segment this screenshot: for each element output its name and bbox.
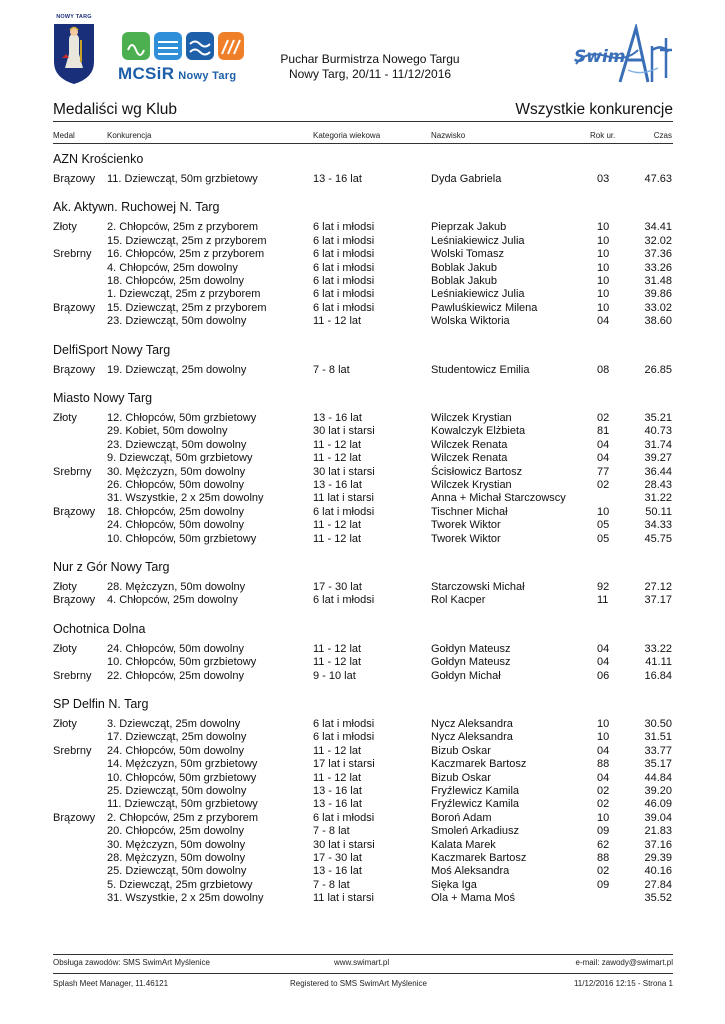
row-event: 23. Dziewcząt, 50m dowolny <box>107 438 247 451</box>
row-age: 6 lat i młodsi <box>313 731 375 744</box>
row-event: 15. Dziewcząt, 25m z przyborem <box>107 301 267 314</box>
row-time: 33.02 <box>644 301 672 314</box>
row-time: 33.22 <box>644 642 672 655</box>
row-time: 27.84 <box>644 878 672 891</box>
row-name: Wilczek Krystian <box>431 412 512 424</box>
row-age: 11 - 12 lat <box>313 519 362 532</box>
row-time: 30.50 <box>644 718 672 730</box>
club-heading: Ochotnica Dolna <box>53 621 146 636</box>
row-time: 39.20 <box>644 785 672 797</box>
row-year: 06 <box>597 669 610 682</box>
footer-divider-bottom <box>53 973 673 974</box>
row-name: Nycz Aleksandra <box>431 718 513 730</box>
row-name: Wilczek Krystian <box>431 479 512 491</box>
row-medal: Brązowy <box>53 173 96 185</box>
row-age: 6 lat i młodsi <box>313 594 375 607</box>
row-event: 28. Mężczyzn, 50m dowolny <box>107 581 246 593</box>
row-name: Sięka Iga <box>431 878 477 891</box>
row-year: 04 <box>597 744 610 757</box>
row-year: 88 <box>597 852 610 864</box>
row-year: 04 <box>597 642 610 655</box>
row-age: 9 - 10 lat <box>313 669 356 682</box>
row-event: 4. Chłopców, 25m dowolny <box>107 594 238 607</box>
col-header-medal: Medal <box>53 131 75 140</box>
row-age: 11 lat i starsi <box>313 892 374 905</box>
row-name: Nycz Aleksandra <box>431 731 513 744</box>
row-year: 10 <box>597 234 610 247</box>
footer-registered: Registered to SMS SwimArt Myślenice <box>290 979 427 988</box>
row-age: 11 - 12 lat <box>313 532 362 545</box>
row-age: 11 - 12 lat <box>313 452 362 465</box>
title-divider <box>53 121 673 122</box>
row-age: 7 - 8 lat <box>313 363 350 376</box>
row-medal: Srebrny <box>53 744 92 757</box>
row-year: 03 <box>597 173 610 185</box>
row-event: 30. Mężczyzn, 50m dowolny <box>107 465 246 478</box>
row-name: Leśniakiewicz Julia <box>431 234 525 247</box>
row-time: 27.12 <box>644 581 672 593</box>
row-year: 10 <box>597 811 610 824</box>
row-medal: Brązowy <box>53 505 96 518</box>
footer-website[interactable]: www.swimart.pl <box>334 958 390 967</box>
row-event: 5. Dziewcząt, 25m grzbietowy <box>107 878 253 891</box>
row-event: 14. Mężczyzn, 50m grzbietowy <box>107 758 258 771</box>
row-event: 26. Chłopców, 50m dowolny <box>107 479 244 491</box>
row-time: 50.11 <box>645 505 672 518</box>
row-time: 39.04 <box>644 811 672 824</box>
col-header-event: Konkurencja <box>107 131 152 140</box>
row-age: 13 - 16 lat <box>313 173 362 185</box>
row-event: 19. Dziewcząt, 25m dowolny <box>107 363 247 376</box>
row-year: 81 <box>597 425 610 438</box>
row-event: 18. Chłopców, 25m dowolny <box>107 505 244 518</box>
row-year: 10 <box>597 261 610 274</box>
row-event: 24. Chłopców, 50m dowolny <box>107 744 244 757</box>
row-medal: Srebrny <box>53 669 92 682</box>
row-name: Bizub Oskar <box>431 771 491 784</box>
row-year: 02 <box>597 412 610 424</box>
row-year: 10 <box>597 288 610 301</box>
row-age: 6 lat i młodsi <box>313 261 375 274</box>
row-name: Pawluśkiewicz Milena <box>431 301 538 314</box>
row-year: 10 <box>597 301 610 314</box>
row-name: Bizub Oskar <box>431 744 491 757</box>
row-time: 28.43 <box>644 479 672 491</box>
row-event: 15. Dziewcząt, 25m z przyborem <box>107 234 267 247</box>
club-heading: DelfiSport Nowy Targ <box>53 342 171 357</box>
row-age: 11 - 12 lat <box>313 642 362 655</box>
row-age: 30 lat i starsi <box>313 838 375 851</box>
row-time: 31.22 <box>644 492 672 505</box>
row-event: 12. Chłopców, 50m grzbietowy <box>107 412 257 424</box>
row-medal: Brązowy <box>53 363 96 376</box>
row-name: Kowalczyk Elżbieta <box>431 425 526 438</box>
row-name: Ola + Mama Moś <box>431 892 516 905</box>
row-event: 10. Chłopców, 50m grzbietowy <box>107 771 257 784</box>
row-time: 40.16 <box>644 865 672 878</box>
row-age: 11 - 12 lat <box>313 656 362 669</box>
row-name: Boroń Adam <box>431 811 492 824</box>
row-year: 02 <box>597 865 610 878</box>
footer-service: Obsługa zawodów: SMS SwimArt Myślenice <box>53 958 210 967</box>
row-name: Wilczek Renata <box>431 452 508 465</box>
row-time: 26.85 <box>644 363 672 376</box>
row-time: 45.75 <box>644 532 672 545</box>
row-name: Ścisłowicz Bartosz <box>431 465 523 478</box>
row-event: 17. Dziewcząt, 25m dowolny <box>107 731 247 744</box>
row-age: 6 lat i młodsi <box>313 505 375 518</box>
row-event: 25. Dziewcząt, 50m dowolny <box>107 865 247 878</box>
row-event: 2. Chłopców, 25m z przyborem <box>107 221 259 234</box>
row-year: 05 <box>597 532 610 545</box>
row-year: 08 <box>597 363 610 376</box>
row-time: 33.77 <box>644 744 672 757</box>
row-year: 04 <box>597 438 610 451</box>
row-age: 13 - 16 lat <box>313 479 362 491</box>
row-year: 10 <box>597 731 610 744</box>
row-event: 23. Dziewcząt, 50m dowolny <box>107 315 247 328</box>
row-name: Gołdyn Mateusz <box>431 642 511 655</box>
row-age: 11 - 12 lat <box>313 744 362 757</box>
row-year: 04 <box>597 771 610 784</box>
row-medal: Srebrny <box>53 465 92 478</box>
row-age: 7 - 8 lat <box>313 825 350 838</box>
row-event: 16. Chłopców, 25m z przyborem <box>107 248 265 261</box>
row-time: 34.33 <box>644 519 672 532</box>
row-name: Rol Kacper <box>431 594 486 607</box>
row-time: 21.83 <box>644 825 672 838</box>
row-event: 18. Chłopców, 25m dowolny <box>107 275 244 287</box>
row-name: Wilczek Renata <box>431 438 508 451</box>
row-age: 17 lat i starsi <box>313 758 375 771</box>
row-time: 39.86 <box>644 288 672 301</box>
club-heading: Miasto Nowy Targ <box>53 391 153 405</box>
row-event: 22. Chłopców, 25m dowolny <box>107 669 244 682</box>
header-divider <box>53 143 673 144</box>
row-age: 17 - 30 lat <box>313 581 362 593</box>
row-year: 04 <box>597 452 610 465</box>
row-name: Gołdyn Mateusz <box>431 656 511 669</box>
club-heading: Nur z Gór Nowy Targ <box>53 560 170 574</box>
row-name: Boblak Jakub <box>431 261 498 274</box>
row-age: 13 - 16 lat <box>313 798 362 811</box>
row-name: Leśniakiewicz Julia <box>431 288 525 301</box>
row-medal: Złoty <box>53 718 77 730</box>
row-time: 35.52 <box>644 892 672 905</box>
row-age: 11 - 12 lat <box>313 315 362 328</box>
club-heading: SP Delfin N. Targ <box>53 697 149 711</box>
row-time: 38.60 <box>644 315 672 328</box>
row-name: Boblak Jakub <box>431 275 498 287</box>
row-age: 6 lat i młodsi <box>313 275 375 287</box>
row-event: 31. Wszystkie, 2 x 25m dowolny <box>107 892 264 905</box>
row-time: 37.36 <box>644 248 672 261</box>
row-age: 6 lat i młodsi <box>313 234 375 247</box>
row-year: 04 <box>597 315 610 328</box>
meet-place-dates: Nowy Targ, 20/11 - 11/12/2016 <box>288 67 452 81</box>
row-event: 29. Kobiet, 50m dowolny <box>107 425 228 438</box>
row-event: 28. Mężczyzn, 50m dowolny <box>107 852 246 864</box>
col-header-time: Czas <box>653 131 672 140</box>
row-time: 41.11 <box>645 656 672 669</box>
row-age: 11 - 12 lat <box>313 771 362 784</box>
row-time: 16.84 <box>644 669 672 682</box>
row-age: 13 - 16 lat <box>313 865 362 878</box>
row-year: 10 <box>597 275 610 287</box>
footer-software: Splash Meet Manager, 11.46121 <box>53 979 169 988</box>
row-name: Gołdyn Michał <box>431 669 501 682</box>
row-time: 32.02 <box>644 234 672 247</box>
row-year: 77 <box>597 465 610 478</box>
row-year: 04 <box>597 656 610 669</box>
row-time: 34.41 <box>644 221 672 234</box>
row-event: 24. Chłopców, 50m dowolny <box>107 519 244 532</box>
row-event: 24. Chłopców, 50m dowolny <box>107 642 244 655</box>
row-age: 6 lat i młodsi <box>313 221 375 234</box>
col-header-year: Rok ur. <box>590 131 616 140</box>
mcsir-brand: MCSiR <box>118 64 175 83</box>
row-year: 92 <box>597 581 610 593</box>
footer-email[interactable]: e-mail: zawody@swimart.pl <box>575 958 673 967</box>
footer-divider-top <box>53 954 673 955</box>
row-medal: Złoty <box>53 642 77 655</box>
row-name: Tischner Michał <box>431 505 508 518</box>
row-name: Kaczmarek Bartosz <box>431 852 527 864</box>
row-time: 36.44 <box>644 465 672 478</box>
row-event: 1. Dziewcząt, 25m z przyborem <box>107 288 261 301</box>
row-year: 10 <box>597 718 610 730</box>
row-medal: Złoty <box>53 581 77 593</box>
row-year: 62 <box>597 838 610 851</box>
row-medal: Brązowy <box>53 594 96 607</box>
row-name: Kaczmarek Bartosz <box>431 758 527 771</box>
row-name: Tworek Wiktor <box>431 532 501 545</box>
row-year: 02 <box>597 479 610 491</box>
row-time: 47.63 <box>644 173 672 185</box>
meet-name: Puchar Burmistrza Nowego Targu <box>280 52 460 66</box>
col-header-age: Kategoria wiekowa <box>313 131 381 140</box>
row-age: 13 - 16 lat <box>313 412 362 424</box>
row-name: Wolski Tomasz <box>431 248 504 261</box>
row-name: Pieprzak Jakub <box>431 221 507 234</box>
row-age: 30 lat i starsi <box>313 425 375 438</box>
row-name: Anna + Michał Starczowscy <box>431 492 566 505</box>
col-header-name: Nazwisko <box>431 131 466 140</box>
row-age: 6 lat i młodsi <box>313 718 375 730</box>
row-name: Kalata Marek <box>431 838 496 851</box>
row-age: 11 lat i starsi <box>313 492 374 505</box>
row-event: 10. Chłopców, 50m grzbietowy <box>107 656 257 669</box>
row-age: 13 - 16 lat <box>313 785 362 797</box>
row-age: 30 lat i starsi <box>313 465 375 478</box>
club-heading: AZN Krościenko <box>53 152 144 166</box>
row-name: Moś Aleksandra <box>431 865 510 878</box>
row-medal: Brązowy <box>53 301 96 314</box>
row-year: 05 <box>597 519 610 532</box>
row-time: 46.09 <box>644 798 672 811</box>
row-time: 31.48 <box>644 275 672 287</box>
row-time: 35.17 <box>644 758 672 771</box>
row-year: 09 <box>597 825 610 838</box>
crest-caption: NOWY TARG <box>56 14 92 20</box>
row-year: 02 <box>597 785 610 797</box>
row-year: 10 <box>597 248 610 261</box>
row-name: Wolska Wiktoria <box>431 315 510 328</box>
page-title: Medaliści wg Klub <box>53 101 178 118</box>
row-age: 7 - 8 lat <box>313 878 350 891</box>
row-name: Dyda Gabriela <box>431 173 502 185</box>
row-event: 3. Dziewcząt, 25m dowolny <box>107 718 241 730</box>
row-name: Fryźlewicz Kamila <box>431 785 520 797</box>
row-time: 35.21 <box>644 412 672 424</box>
row-time: 37.16 <box>644 838 672 851</box>
row-year: 11 <box>597 594 609 607</box>
row-time: 29.39 <box>644 852 672 864</box>
row-age: 6 lat i młodsi <box>313 288 375 301</box>
row-year: 10 <box>597 505 610 518</box>
meet-title-block <box>250 52 490 82</box>
swimart-logo <box>568 24 678 86</box>
row-age: 11 - 12 lat <box>313 438 362 451</box>
row-time: 37.17 <box>644 594 672 607</box>
row-year: 10 <box>597 221 610 234</box>
row-event: 9. Dziewcząt, 50m grzbietowy <box>107 452 253 465</box>
page-subtitle: Wszystkie konkurencje <box>515 101 673 118</box>
mcsir-brand-text <box>118 64 236 84</box>
row-event: 11. Dziewcząt, 50m grzbietowy <box>107 173 258 185</box>
row-age: 6 lat i młodsi <box>313 301 375 314</box>
row-event: 25. Dziewcząt, 50m dowolny <box>107 785 247 797</box>
row-event: 4. Chłopców, 25m dowolny <box>107 261 238 274</box>
row-time: 44.84 <box>644 771 672 784</box>
row-name: Smoleń Arkadiusz <box>431 825 520 838</box>
row-time: 40.73 <box>644 425 672 438</box>
row-year: 88 <box>597 758 610 771</box>
row-time: 39.27 <box>644 452 672 465</box>
row-year: 09 <box>597 878 610 891</box>
nowy-targ-crest-logo <box>52 14 96 86</box>
footer-timestamp-page: 11/12/2016 12:15 - Strona 1 <box>573 979 673 988</box>
row-time: 33.26 <box>644 261 672 274</box>
mcsir-city: Nowy Targ <box>178 70 237 82</box>
row-event: 11. Dziewcząt, 50m grzbietowy <box>107 798 258 811</box>
row-age: 6 lat i młodsi <box>313 811 375 824</box>
row-name: Fryźlewicz Kamila <box>431 798 520 811</box>
row-medal: Złoty <box>53 412 77 424</box>
row-event: 31. Wszystkie, 2 x 25m dowolny <box>107 492 264 505</box>
row-time: 31.51 <box>644 731 672 744</box>
row-time: 31.74 <box>644 438 672 451</box>
row-name: Starczowski Michał <box>431 581 525 593</box>
row-year: 02 <box>597 798 610 811</box>
club-heading: Ak. Aktywn. Ruchowej N. Targ <box>53 200 220 215</box>
row-medal: Złoty <box>53 221 77 234</box>
row-event: 2. Chłopców, 25m z przyborem <box>107 811 259 824</box>
row-name: Tworek Wiktor <box>431 519 501 532</box>
row-age: 6 lat i młodsi <box>313 248 375 261</box>
svg-text:Swim: Swim <box>574 47 626 67</box>
row-event: 10. Chłopców, 50m grzbietowy <box>107 532 257 545</box>
row-event: 30. Mężczyzn, 50m dowolny <box>107 838 246 851</box>
row-name: Studentowicz Emilia <box>431 363 530 376</box>
row-medal: Brązowy <box>53 811 96 824</box>
row-age: 17 - 30 lat <box>313 852 362 864</box>
row-medal: Srebrny <box>53 248 92 261</box>
row-event: 20. Chłopców, 25m dowolny <box>107 825 244 838</box>
